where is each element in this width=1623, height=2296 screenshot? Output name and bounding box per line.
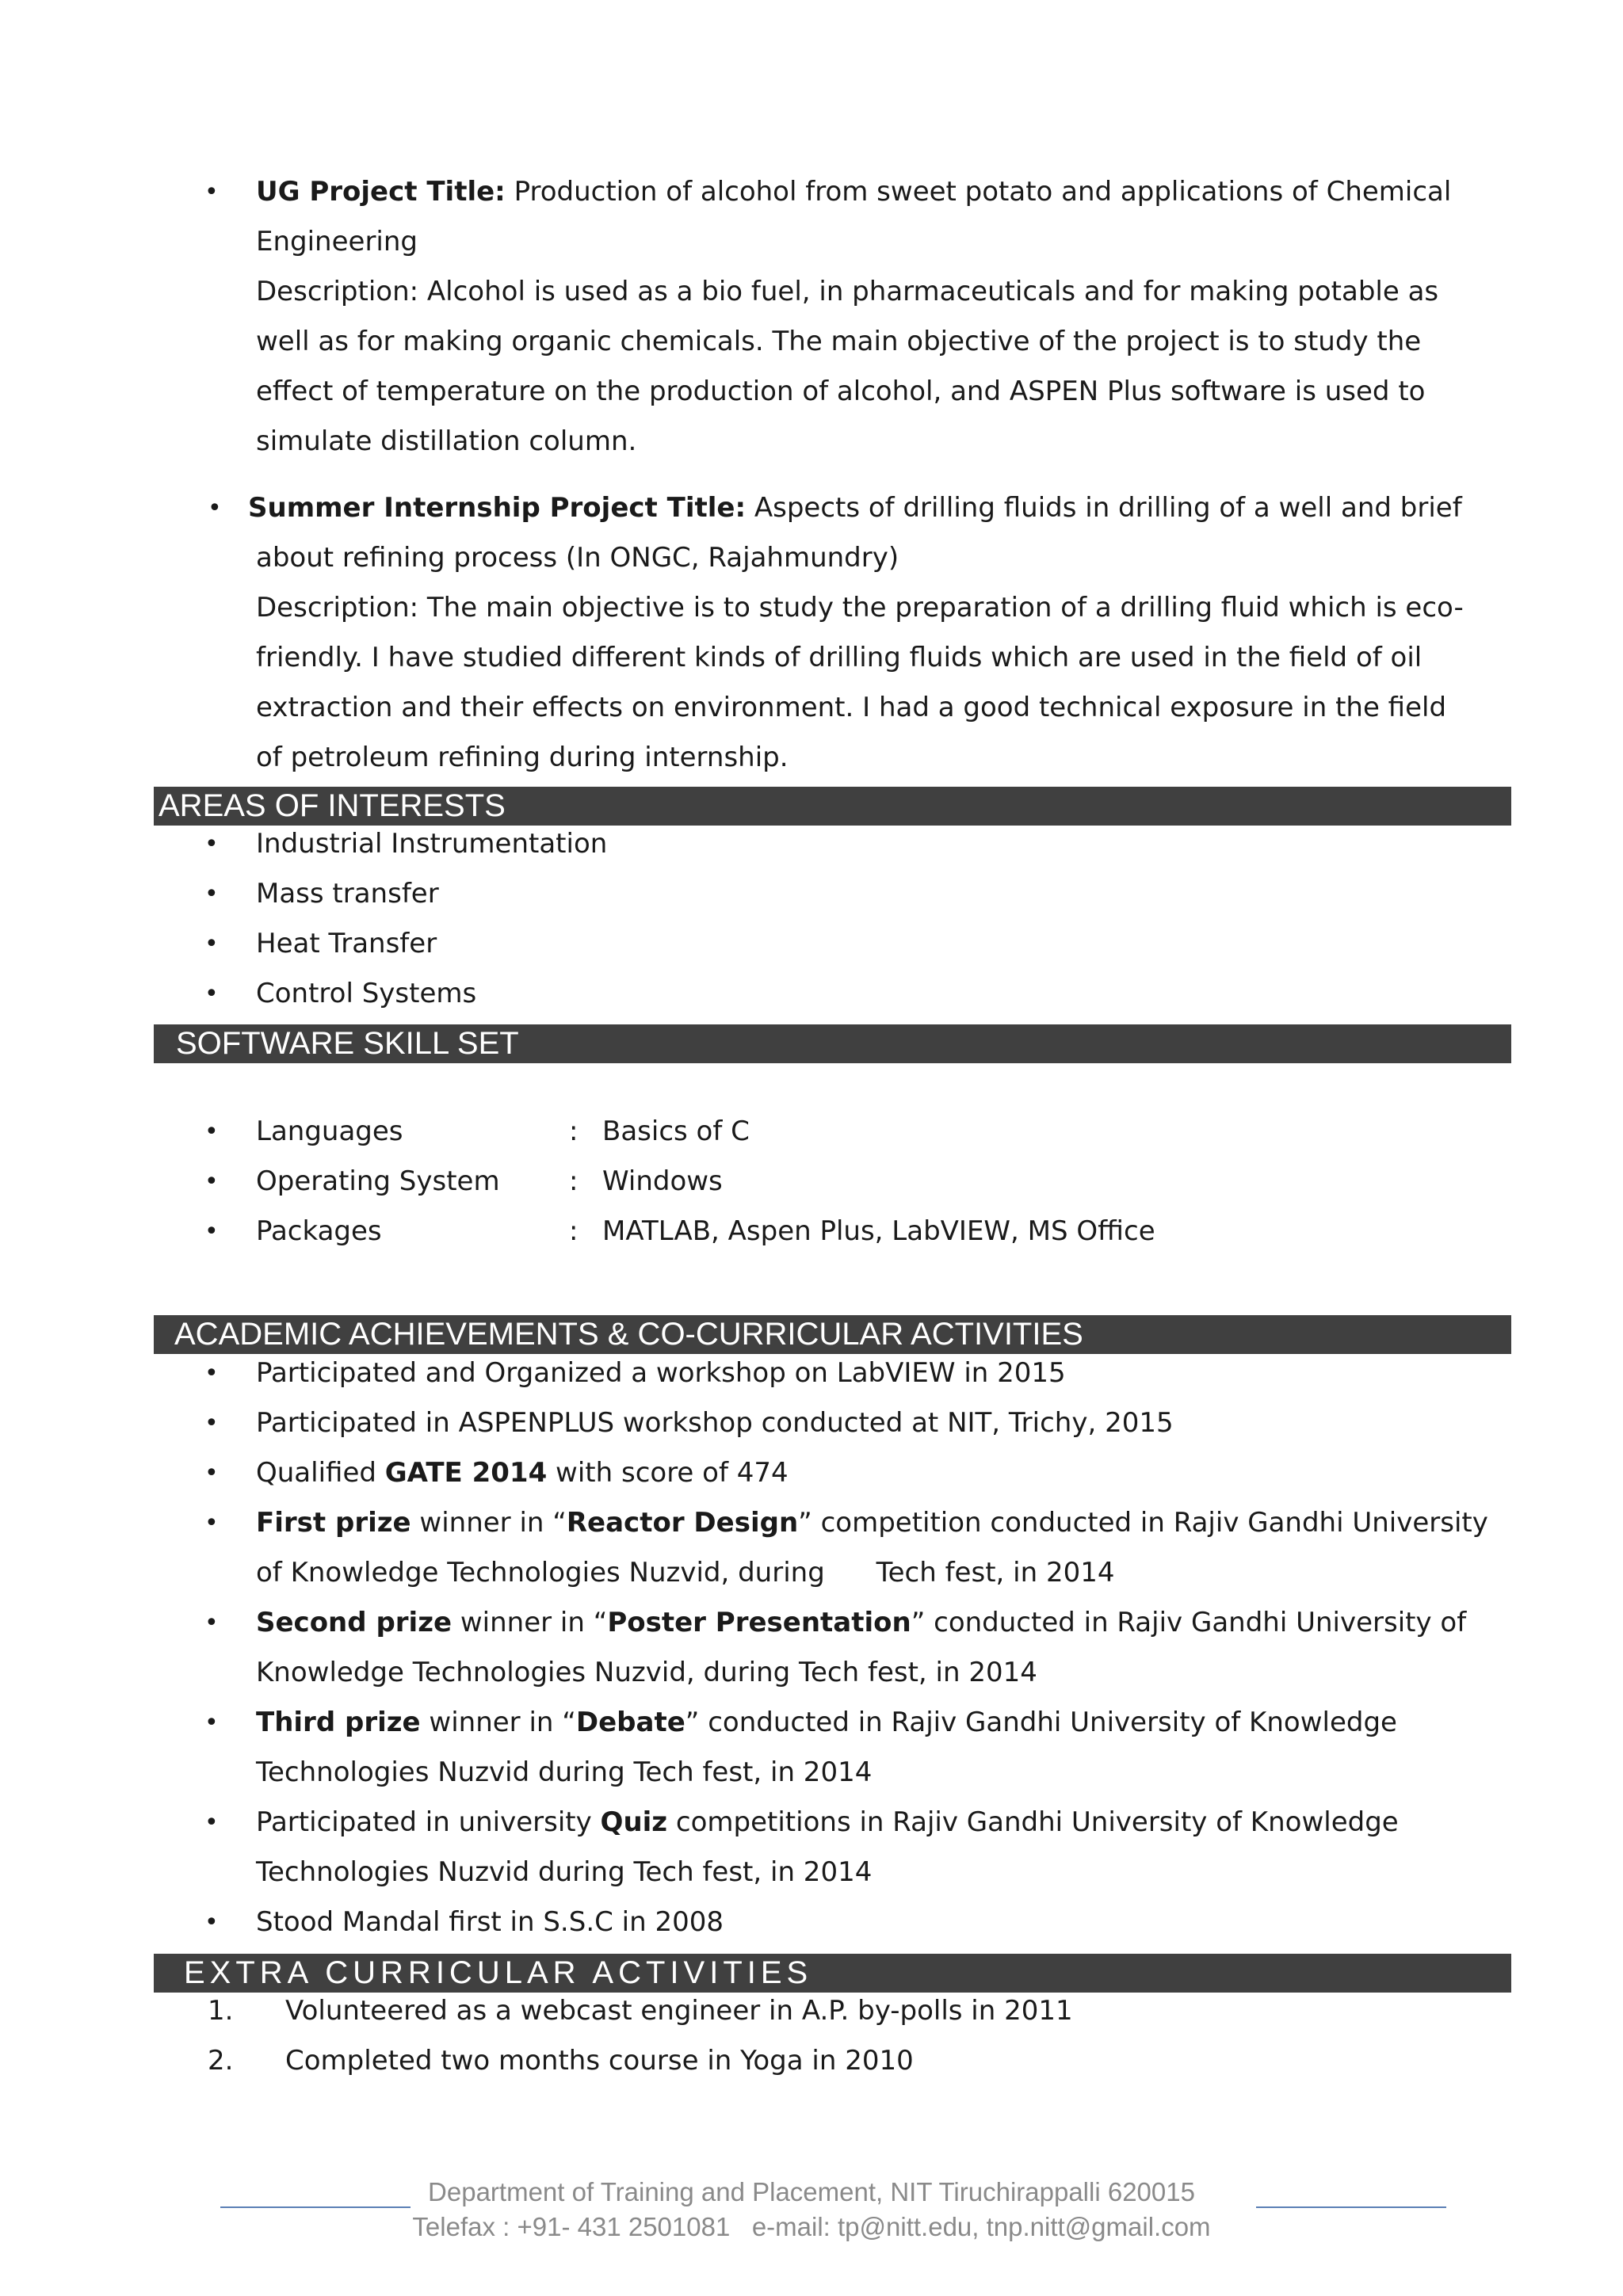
achievement-text: Qualified (256, 1457, 385, 1489)
internship-title: Aspects of drilling fluids in drilling of a well and brief (754, 492, 1462, 524)
achievement-text: competitions in Rajiv Gandhi University of Knowledge (667, 1806, 1399, 1838)
software-label: Packages (256, 1215, 382, 1247)
ug-project-title: Production of alcohol from sweet potato and applications of Chemical (514, 176, 1452, 208)
achievement-highlight: Poster Presentation (607, 1607, 911, 1638)
ug-desc-line: simulate distillation column. (256, 425, 637, 457)
bullet: • (204, 1909, 219, 1936)
bullet: • (208, 494, 222, 522)
extra-item: Completed two months course in Yoga in 2010 (285, 2045, 914, 2077)
achievement-item-cont: Technologies Nuzvid during Tech fest, in 2014 (256, 1856, 873, 1888)
bullet: • (204, 1118, 219, 1146)
software-value: Basics of C (602, 1116, 750, 1147)
achievement-highlight: Debate (575, 1707, 685, 1738)
achievement-item (256, 1498, 1510, 1548)
interest-item: Control Systems (256, 978, 477, 1009)
internship-title-cont: about refining process (In ONGC, Rajahmundry) (256, 542, 899, 574)
ug-project-title-cont: Engineering (256, 226, 418, 257)
interest-item: Industrial Instrumentation (256, 828, 608, 860)
achievement-item: Stood Mandal first in S.S.C in 2008 (256, 1906, 724, 1938)
academic-achievements-heading: ACADEMIC ACHIEVEMENTS & CO-CURRICULAR ACTIVITIES (154, 1315, 1511, 1354)
achievement-item: Participated and Organized a workshop on LabVIEW in 2015 (256, 1357, 1066, 1389)
software-label: Languages (256, 1116, 403, 1147)
bullet: • (204, 1509, 219, 1537)
achievement-text: with score of 474 (547, 1457, 789, 1489)
bullet: • (204, 830, 219, 858)
footer-department: Department of Training and Placement, NIT Tiruchirappalli 620015 (428, 2177, 1195, 2206)
interest-item: Heat Transfer (256, 928, 437, 959)
bullet: • (204, 1168, 219, 1196)
internship-label: Summer Internship Project Title: (248, 492, 747, 524)
achievement-highlight: Second prize (256, 1607, 453, 1638)
ug-project-label: UG Project Title: (256, 176, 506, 208)
software-label: Operating System (256, 1165, 500, 1197)
internship-desc-line: Description: The main objective is to study the preparation of a drilling fluid which is eco- (256, 592, 1464, 624)
software-skill-set-heading: SOFTWARE SKILL SET (154, 1024, 1511, 1063)
internship-title-line (248, 483, 1510, 533)
bullet: • (204, 930, 219, 958)
achievement-item-cont: Knowledge Technologies Nuzvid, during Tech fest, in 2014 (256, 1657, 1037, 1688)
software-separator: : (569, 1215, 579, 1247)
bullet: • (204, 1409, 219, 1437)
bullet: • (204, 1218, 219, 1245)
extra-item-number: 1. (208, 1995, 234, 2027)
achievement-item-cont: of Knowledge Technologies Nuzvid, during Tech fest, in 2014 (256, 1557, 1115, 1589)
internship-desc-line: of petroleum refining during internship. (256, 742, 789, 773)
achievement-item (256, 1598, 1510, 1648)
achievement-item: Participated in ASPENPLUS workshop conducted at NIT, Trichy, 2015 (256, 1407, 1174, 1439)
bullet: • (204, 1809, 219, 1836)
extra-curricular-heading: EXTRA CURRICULAR ACTIVITIES (154, 1954, 1511, 1993)
ug-desc-line: well as for making organic chemicals. The main objective of the project is to study the (256, 326, 1422, 357)
ug-desc-line: Description: Alcohol is used as a bio fuel, in pharmaceuticals and for making potable as (256, 276, 1439, 307)
internship-desc-line: friendly. I have studied different kinds of drilling fluids which are used in the field of oil (256, 642, 1423, 673)
achievement-text: ” conducted in Rajiv Gandhi University of Knowledge (685, 1707, 1397, 1738)
internship-desc-line: extraction and their effects on environment. I had a good technical exposure in the field (256, 692, 1447, 723)
achievement-text: winner in “ (411, 1507, 567, 1539)
software-separator: : (569, 1165, 579, 1197)
bullet: • (204, 980, 219, 1008)
achievement-highlight: GATE 2014 (384, 1457, 548, 1489)
bullet: • (204, 178, 219, 206)
achievement-highlight: First prize (256, 1507, 411, 1539)
extra-item: Volunteered as a webcast engineer in A.P. by-polls in 2011 (285, 1995, 1073, 2027)
software-value: MATLAB, Aspen Plus, LabVIEW, MS Office (602, 1215, 1155, 1247)
achievement-item (256, 1698, 1510, 1748)
bullet: • (204, 1709, 219, 1737)
software-value: Windows (602, 1165, 723, 1197)
achievement-text: ” competition conducted in Rajiv Gandhi University (798, 1507, 1488, 1539)
achievement-item (256, 1798, 1510, 1848)
interest-item: Mass transfer (256, 878, 439, 910)
extra-item-number: 2. (208, 2045, 234, 2077)
bullet: • (204, 1360, 219, 1387)
achievement-text: ” conducted in Rajiv Gandhi University of (911, 1607, 1467, 1638)
software-separator: : (569, 1116, 579, 1147)
achievement-item-cont: Technologies Nuzvid during Tech fest, in 2014 (256, 1756, 873, 1788)
ug-project-title-line (256, 167, 1510, 217)
bullet: • (204, 880, 219, 908)
achievement-item (256, 1448, 789, 1498)
footer-contact: Telefax : +91- 431 2501081 e-mail: tp@nitt.edu, tnp.nitt@gmail.com (412, 2212, 1211, 2241)
achievement-highlight: Quiz (600, 1806, 668, 1838)
achievement-text: winner in “ (420, 1707, 576, 1738)
achievement-text: Participated in university (256, 1806, 601, 1838)
achievement-text: winner in “ (452, 1607, 608, 1638)
areas-of-interests-heading: AREAS OF INTERESTS (154, 787, 1511, 826)
achievement-highlight: Third prize (256, 1707, 421, 1738)
bullet: • (204, 1459, 219, 1487)
bullet: • (204, 1609, 219, 1637)
ug-desc-line: effect of temperature on the production of alcohol, and ASPEN Plus software is used to (256, 376, 1426, 407)
achievement-highlight: Reactor Design (566, 1507, 799, 1539)
